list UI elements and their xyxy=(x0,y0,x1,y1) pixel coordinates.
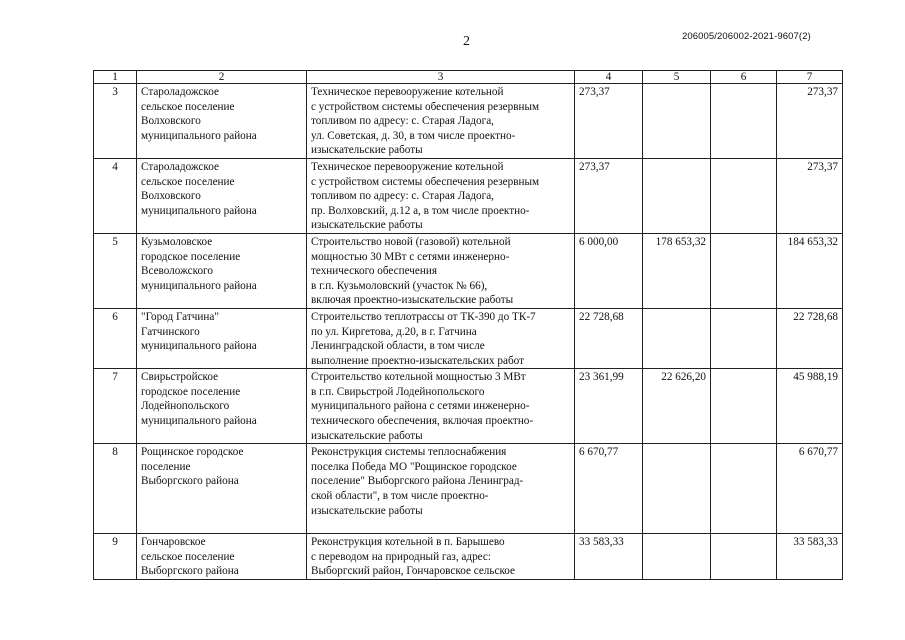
description-cell xyxy=(307,444,575,534)
table-row xyxy=(94,308,843,368)
description-line: технического обеспечения xyxy=(311,265,438,278)
description-line: мощностью 30 МВт с сетями инженерно- xyxy=(311,250,510,263)
description-line: Реконструкция системы теплоснабжения xyxy=(311,446,507,459)
description-line: Строительство котельной мощностью 3 МВт xyxy=(311,371,526,384)
table-row xyxy=(94,84,843,159)
amount-cell-col5: 178 653,32 xyxy=(643,233,711,308)
row-number-cell: 6 xyxy=(94,308,137,368)
total-cell-col7: 45 988,19 xyxy=(777,369,843,444)
description-cell xyxy=(307,369,575,444)
description-line: технического обеспечения, включая проектно- xyxy=(311,415,534,428)
settlement-cell xyxy=(137,84,307,159)
row-number-cell: 5 xyxy=(94,233,137,308)
amount-cell-col6 xyxy=(711,369,777,444)
description-line: Реконструкция котельной в п. Барышево xyxy=(311,536,505,549)
settlement-line: Выборгского района xyxy=(141,475,239,488)
description-line: Техническое перевооружение котельной xyxy=(311,86,504,98)
description-line: поселка Победа МО "Рощинское городское xyxy=(311,460,517,473)
description-line: Ленинградской области, в том числе xyxy=(311,340,485,353)
amount-cell-col6 xyxy=(711,158,777,233)
settlement-cell xyxy=(137,444,307,534)
column-header: 2 xyxy=(137,71,307,84)
table-header-row xyxy=(94,71,843,84)
total-cell-col7: 33 583,33 xyxy=(777,534,843,580)
table-row xyxy=(94,534,843,580)
settlement-line: Всеволожского xyxy=(141,265,213,278)
settlement-line: муниципального района xyxy=(141,415,257,428)
row-number-cell: 9 xyxy=(94,534,137,580)
table-row xyxy=(94,158,843,233)
settlement-cell xyxy=(137,308,307,368)
description-line: топливом по адресу: с. Старая Ладога, xyxy=(311,115,494,128)
row-number-cell: 8 xyxy=(94,444,137,534)
description-line: с устройством системы обеспечения резервным xyxy=(311,100,540,113)
description-line: изыскательские работы xyxy=(311,219,423,232)
settlement-line: Гончаровское xyxy=(141,536,206,549)
settlement-line: Староладожское xyxy=(141,86,219,98)
settlement-line: сельское поселение xyxy=(141,175,235,188)
description-line: Выборгский район, Гончаровское сельское xyxy=(311,565,516,578)
total-cell-col7: 6 670,77 xyxy=(777,444,843,534)
settlement-line: муниципального района xyxy=(141,279,257,292)
description-cell xyxy=(307,158,575,233)
settlement-line: муниципального района xyxy=(141,129,257,142)
description-line: муниципального района с сетями инженерно- xyxy=(311,400,530,413)
amount-cell-col5 xyxy=(643,444,711,534)
amount-cell-col4: 273,37 xyxy=(575,84,643,159)
row-number-cell: 3 xyxy=(94,84,137,159)
settlement-line: Староладожское xyxy=(141,160,219,173)
amount-cell-col6 xyxy=(711,233,777,308)
amount-cell-col5: 22 626,20 xyxy=(643,369,711,444)
data-table xyxy=(93,70,843,580)
settlement-cell xyxy=(137,233,307,308)
description-line: поселение" Выборгского района Ленинград- xyxy=(311,475,524,488)
settlement-cell xyxy=(137,158,307,233)
amount-cell-col4: 23 361,99 xyxy=(575,369,643,444)
description-line: изыскательские работы xyxy=(311,429,423,442)
description-line: пр. Волховский, д.12 а, в том числе проектно- xyxy=(311,204,530,217)
column-header: 3 xyxy=(307,71,575,84)
description-line: ул. Советская, д. 30, в том числе проектно- xyxy=(311,129,516,142)
description-cell xyxy=(307,308,575,368)
description-line: Строительство новой (газовой) котельной xyxy=(311,235,511,248)
total-cell-col7: 273,37 xyxy=(777,84,843,159)
description-line: топливом по адресу: с. Старая Ладога, xyxy=(311,190,494,203)
column-header: 5 xyxy=(643,71,711,84)
description-line: в г.п. Кузьмоловский (участок № 66), xyxy=(311,279,488,292)
description-line: включая проектно-изыскательские работы xyxy=(311,294,514,307)
settlement-line: Волховского xyxy=(141,115,201,128)
description-line: изыскательские работы xyxy=(311,144,423,157)
settlement-line: городское поселение xyxy=(141,385,241,398)
settlement-line: поселение xyxy=(141,460,191,473)
column-header: 1 xyxy=(94,71,137,84)
settlement-line: сельское поселение xyxy=(141,100,235,113)
column-header: 6 xyxy=(711,71,777,84)
description-line: выполнение проектно-изыскательских работ xyxy=(311,354,524,367)
settlement-line: Выборгского района xyxy=(141,565,239,578)
amount-cell-col5 xyxy=(643,84,711,159)
table-row xyxy=(94,369,843,444)
amount-cell-col4: 273,37 xyxy=(575,158,643,233)
total-cell-col7: 22 728,68 xyxy=(777,308,843,368)
row-number-cell: 4 xyxy=(94,158,137,233)
settlement-line: сельское поселение xyxy=(141,550,235,563)
column-header: 7 xyxy=(777,71,843,84)
amount-cell-col6 xyxy=(711,444,777,534)
description-line: изыскательские работы xyxy=(311,504,423,517)
page-number: 2 xyxy=(463,34,470,49)
amount-cell-col5 xyxy=(643,534,711,580)
settlement-line: Гатчинского xyxy=(141,325,200,338)
settlement-line: городское поселение xyxy=(141,250,241,263)
amount-cell-col6 xyxy=(711,308,777,368)
settlement-cell xyxy=(137,534,307,580)
amount-cell-col4: 6 670,77 xyxy=(575,444,643,534)
description-line: ской области", в том числе проектно- xyxy=(311,490,489,503)
settlement-cell xyxy=(137,369,307,444)
total-cell-col7: 184 653,32 xyxy=(777,233,843,308)
amount-cell-col5 xyxy=(643,158,711,233)
settlement-line: муниципального района xyxy=(141,204,257,217)
description-line: Строительство теплотрассы от ТК-390 до ТК-7 xyxy=(311,310,536,323)
amount-cell-col6 xyxy=(711,84,777,159)
column-header: 4 xyxy=(575,71,643,84)
amount-cell-col4: 6 000,00 xyxy=(575,233,643,308)
description-cell xyxy=(307,534,575,580)
description-line: в г.п. Свирьстрой Лодейнопольского xyxy=(311,385,485,398)
settlement-line: муниципального района xyxy=(141,340,257,353)
amount-cell-col4: 22 728,68 xyxy=(575,308,643,368)
document-reference: 206005/206002-2021-9607(2) xyxy=(682,31,811,42)
description-line: Техническое перевооружение котельной xyxy=(311,160,504,173)
table-row xyxy=(94,444,843,534)
amount-cell-col4: 33 583,33 xyxy=(575,534,643,580)
settlement-line: "Город Гатчина" xyxy=(141,310,219,323)
description-cell xyxy=(307,233,575,308)
settlement-line: Волховского xyxy=(141,190,201,203)
total-cell-col7: 273,37 xyxy=(777,158,843,233)
row-number-cell: 7 xyxy=(94,369,137,444)
description-line: с переводом на природный газ, адрес: xyxy=(311,550,491,563)
amount-cell-col6 xyxy=(711,534,777,580)
settlement-line: Рощинское городское xyxy=(141,446,244,459)
settlement-line: Свирьстройское xyxy=(141,371,219,384)
amount-cell-col5 xyxy=(643,308,711,368)
description-cell xyxy=(307,84,575,159)
description-line: с устройством системы обеспечения резервным xyxy=(311,175,540,188)
table-row xyxy=(94,233,843,308)
description-line: по ул. Киргетова, д.20, в г. Гатчина xyxy=(311,325,477,338)
settlement-line: Кузьмоловское xyxy=(141,235,213,248)
settlement-line: Лодейнопольского xyxy=(141,400,230,413)
